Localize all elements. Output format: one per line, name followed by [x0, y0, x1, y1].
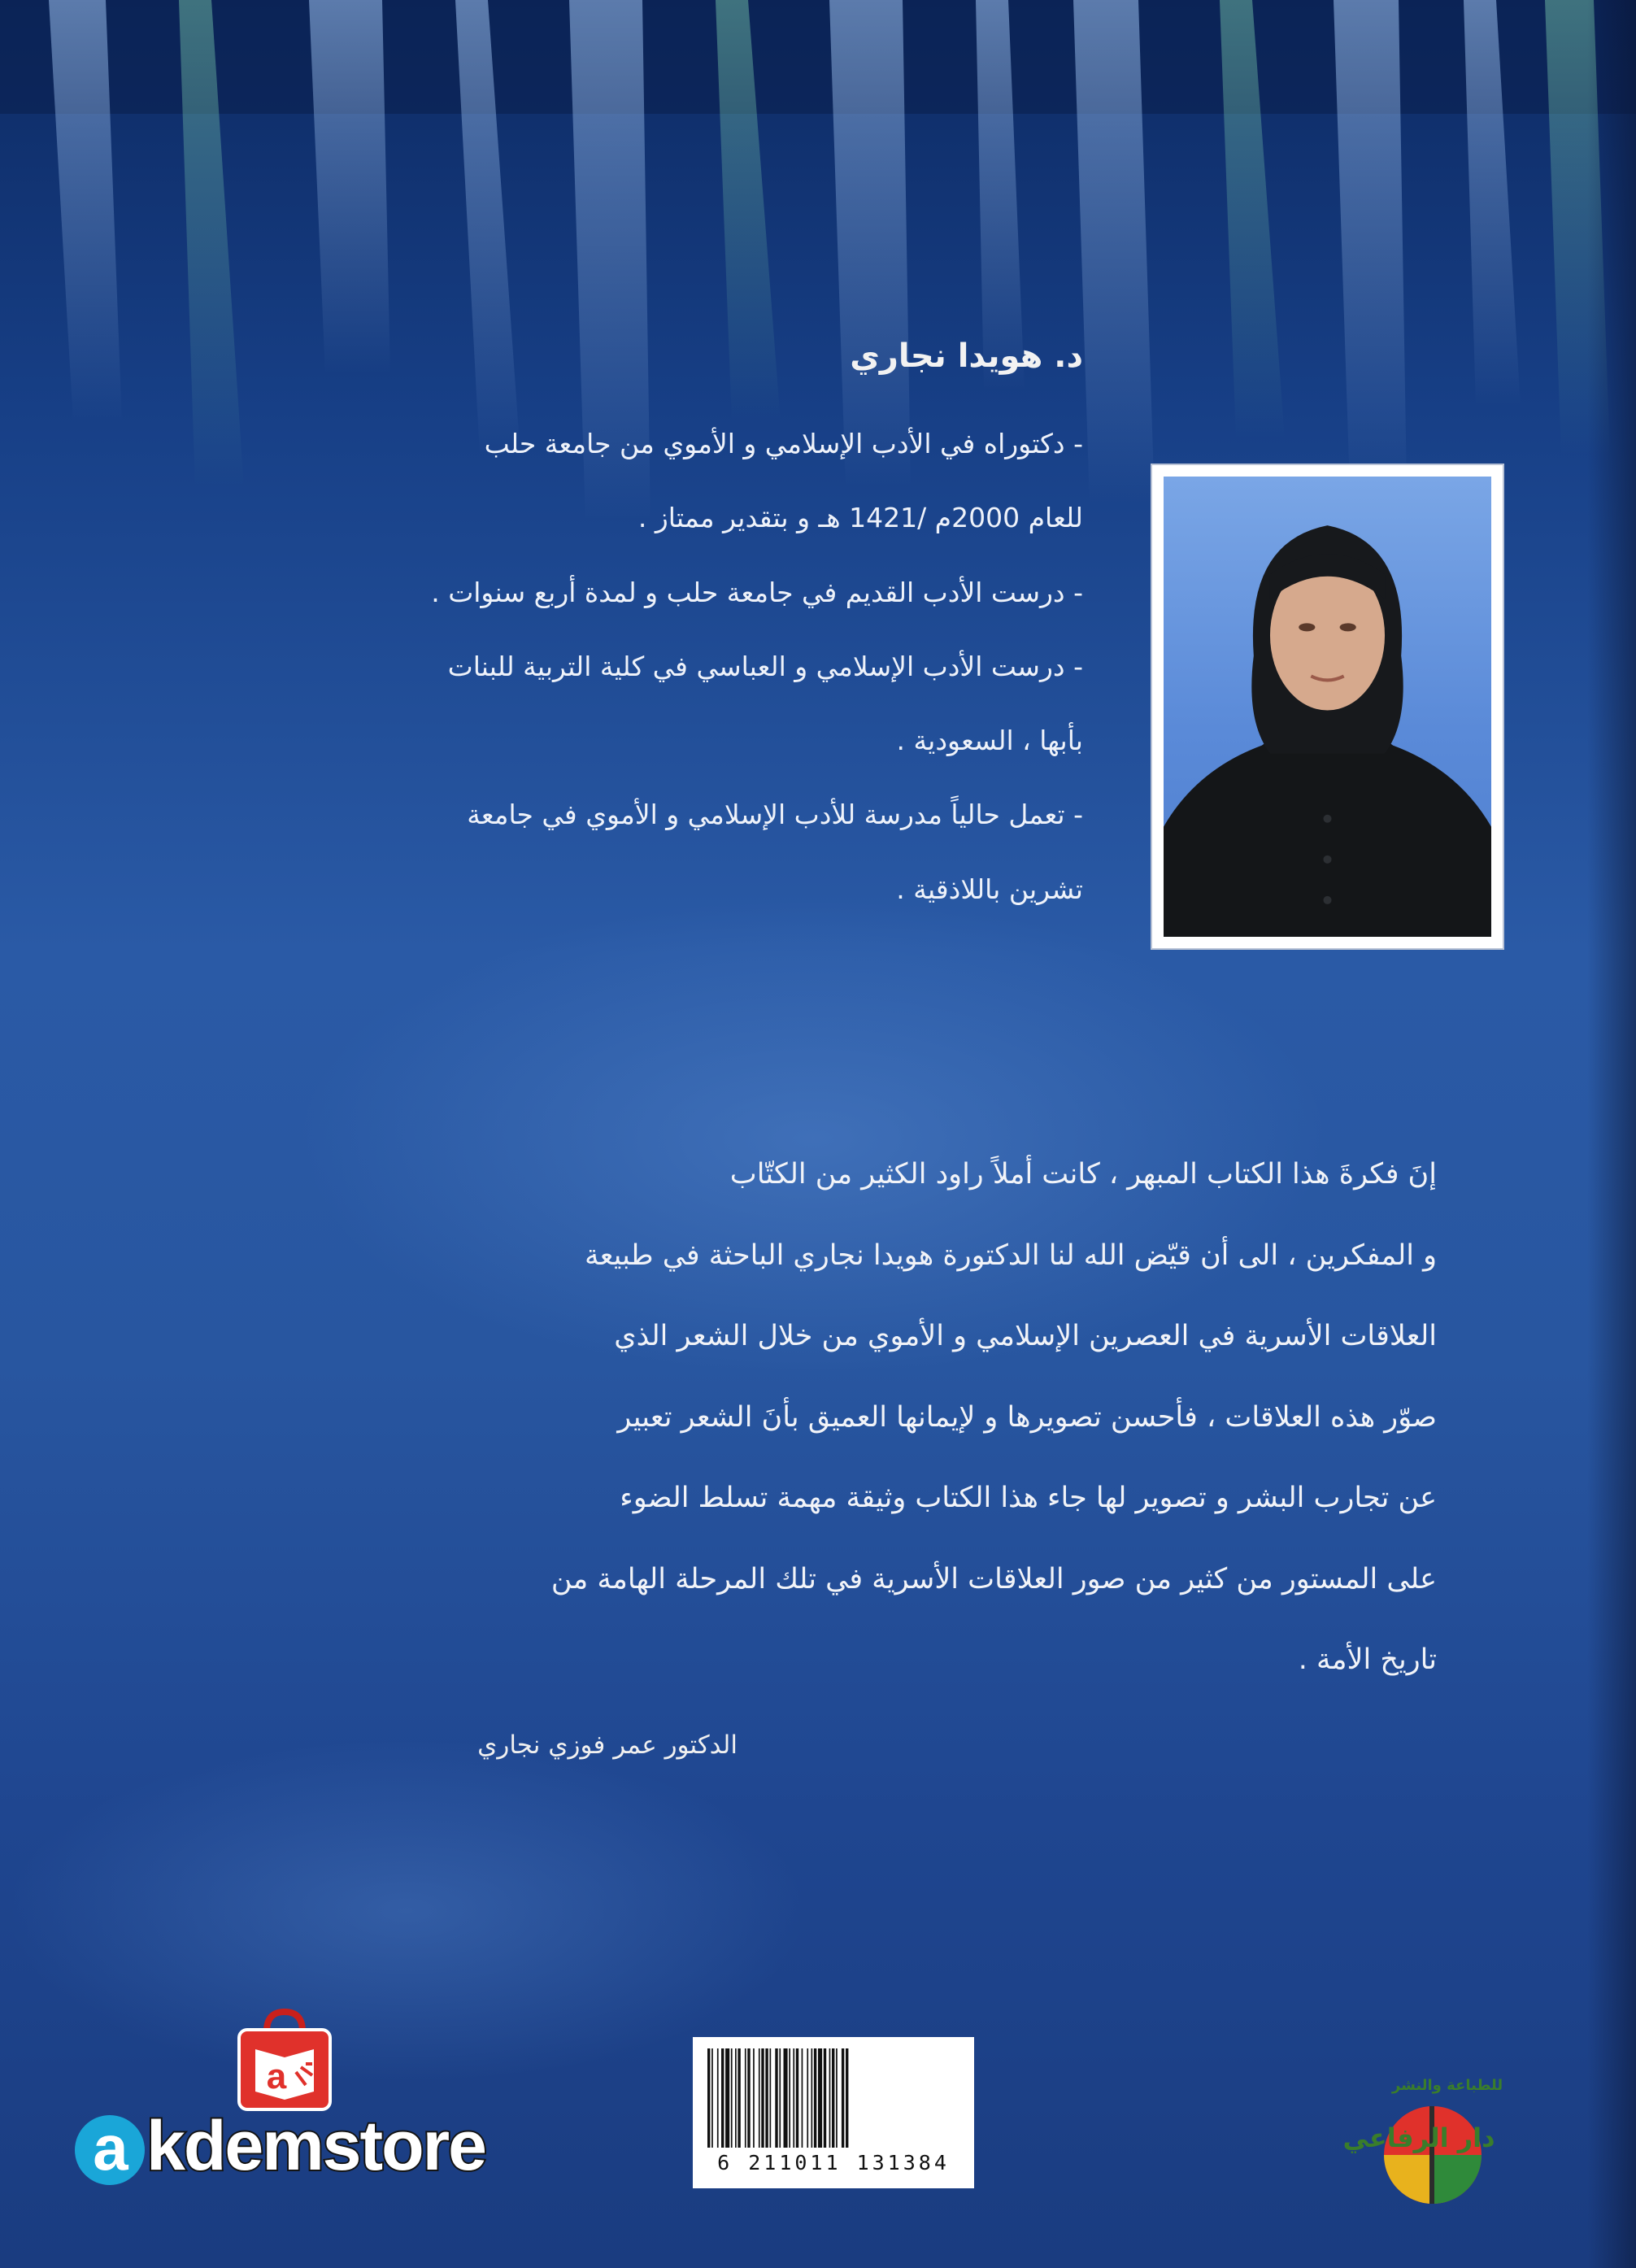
blurb-line: تاريخ الأمة .: [1298, 1643, 1437, 1676]
blurb-line: إنَ فكرةَ هذا الكتاب المبهر ، كانت أملاً راود الكثير من الكتّاب: [729, 1158, 1437, 1191]
blurb-signature: الدكتور عمر فوزي نجاري: [477, 1730, 738, 1760]
portrait-illustration: [1164, 477, 1491, 937]
blurb-line: على المستور من كثير من صور العلاقات الأسرية في تلك المرحلة الهامة من: [550, 1562, 1437, 1595]
publisher-tagline: للطباعة والنشر: [1391, 2077, 1503, 2094]
watermark-badge-letter: a: [75, 2115, 145, 2185]
barcode-number: 6 211011 131384: [717, 2151, 950, 2174]
bio-item: [189, 576, 1083, 609]
bio-line: - دكتوراه في الأدب الإسلامي و الأموي من جامعة حلب: [484, 428, 1083, 459]
author-name: د. هويدا نجاري: [850, 337, 1083, 375]
bio-line: بأبها ، السعودية .: [896, 725, 1083, 756]
bio-line: للعام 2000م /1421 هـ و بتقدير ممتاز .: [637, 502, 1083, 534]
isbn-barcode: [693, 2037, 974, 2188]
publisher-name: دار الرفاعي: [1342, 2122, 1495, 2153]
svg-text:a: a: [266, 2057, 287, 2096]
bio-item: [189, 798, 1083, 906]
barcode-bars: [707, 2048, 959, 2148]
blurb-line: العلاقات الأسرية في العصرين الإسلامي و الأموي من خلال الشعر الذي: [614, 1320, 1437, 1352]
bio-item: [189, 650, 1083, 758]
bio-line: تشرين باللاذقية .: [896, 873, 1083, 905]
author-bio: [189, 427, 1083, 947]
blurb-line: صوّر هذه العلاقات ، فأحسن تصويرها و لإيمانها العميق بأنَ الشعر تعبير: [617, 1400, 1437, 1434]
bio-line: - درست الأدب القديم في جامعة حلب و لمدة أربع سنوات .: [431, 576, 1083, 608]
publisher-logo: [1342, 2057, 1503, 2208]
store-bag-icon: [231, 2007, 338, 2114]
blurb-paragraph: [193, 1159, 1437, 1726]
bio-item: [189, 427, 1083, 535]
blurb-line: و المفكرين ، الى أن قيّض الله لنا الدكتورة هويدا نجاري الباحثة في طبيعة: [584, 1238, 1437, 1272]
store-watermark: [75, 2106, 485, 2187]
bio-line: - درست الأدب الإسلامي و العباسي في كلية التربية للبنات: [447, 650, 1083, 682]
blurb-line: عن تجارب البشر و تصوير لها جاء هذا الكتاب وثيقة مهمة تسلط الضوء: [620, 1482, 1437, 1514]
author-photo: [1164, 477, 1491, 937]
bio-line: - تعمل حالياً مدرسة للأدب الإسلامي و الأموي في جامعة: [467, 799, 1083, 831]
watermark-text: kdemstore: [146, 2107, 485, 2185]
spine-shadow: [1587, 0, 1636, 2268]
author-photo-frame: [1151, 464, 1504, 950]
